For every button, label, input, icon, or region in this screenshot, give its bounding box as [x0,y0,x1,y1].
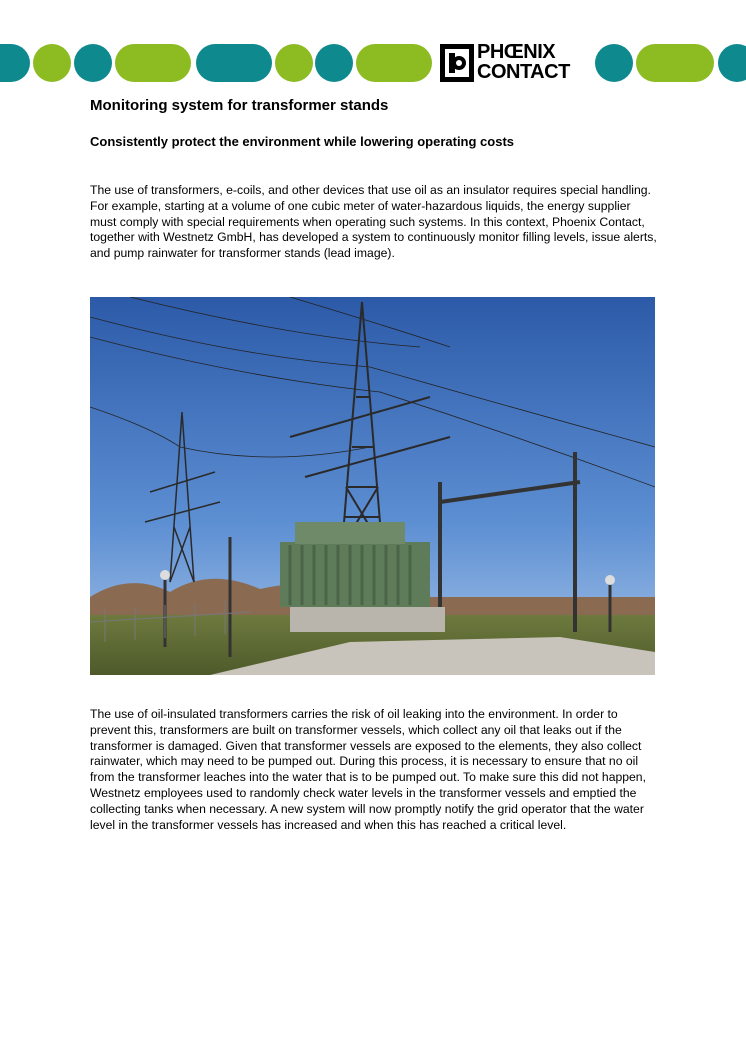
brand-wordmark-line2: CONTACT [477,61,570,83]
brand-header-band [0,0,746,90]
brand-wordmark [477,42,597,82]
page-title: Monitoring system for transformer stands [90,97,389,114]
phoenix-contact-logo-icon [440,44,474,82]
transformer-stand-illustration [90,297,655,675]
page-subtitle: Consistently protect the environment while lowering operating costs [90,134,515,149]
lead-image [90,297,655,675]
intro-paragraph: The use of transformers, e-coils, and other devices that use oil as an insulator requires special handling. For example, starting at a volume of one cubic meter of water-hazardous liquids, the energy supplier must comply with special requirements when operating such systems. In this context, Phoenix Contact, together with Westnetz GmbH, has developed a system to continuously monitor filling levels, issue alerts, and pump rainwater for transformer stands (lead image). [90,183,657,261]
brand-dots-pattern [0,0,746,90]
brand-wordmark-line1: PHŒNIX [477,41,556,63]
body-paragraph: The use of oil-insulated transformers carries the risk of oil leaking into the environment. In order to prevent this, transformers are built on transformer vessels, which collect any oil that leaks out if the transformer is damaged. Given that transformer vessels are exposed to the elements, they also collect rainwater, which may need to be pumped out. During this process, it is necessary to ensure that no oil from the transformer leaches into the water that is to be pumped out. To make sure this did not happen, Westnetz employees used to randomly check water levels in the transformer vessels and emptied the collecting tanks when necessary. A new system will now promptly notify the grid operator that the water level in the transformer vessels has increased and when this has reached a critical level. [90,707,646,832]
